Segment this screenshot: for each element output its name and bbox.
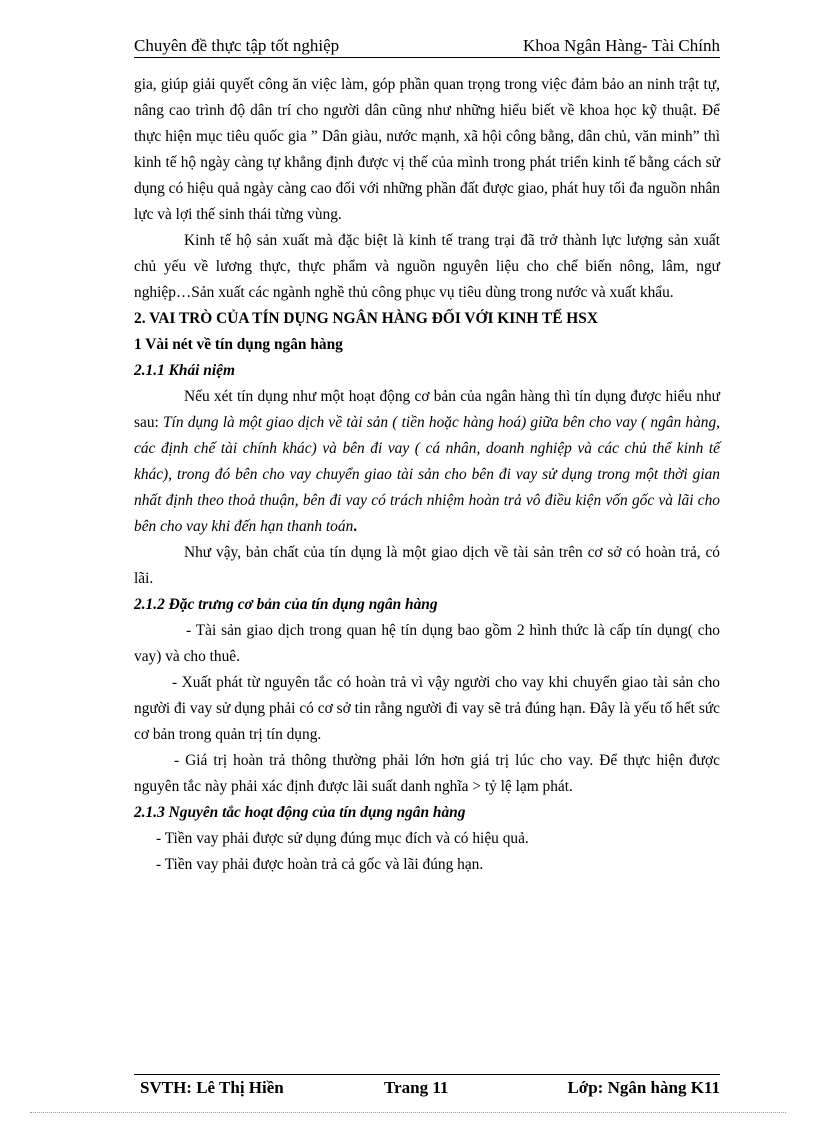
footer-page-number: Trang 11 — [384, 1078, 449, 1097]
characteristic-item-2: - Xuất phát từ nguyên tắc có hoàn trả vì vậy người cho vay khi chuyển giao tài sản cho người đi vay sử dụng phải có cơ sở tin rằng người đi vay sẽ trả đúng hạn. Đây là yếu tố hết sức cơ bản trong quản trị tín dụng. — [134, 674, 720, 743]
header-divider — [134, 57, 720, 58]
characteristic-item-3: - Giá trị hoàn trả thông thường phải lớn hơn giá trị lúc cho vay. Để thực hiện được nguyên tắc này phải xác định được lãi suất danh nghĩa > tỷ lệ lạm phát. — [134, 752, 720, 795]
subsection-heading-1: 1 Vài nét về tín dụng ngân hàng — [134, 336, 343, 353]
definition-lead: Nếu xét tín dụng như một hoạt động cơ bản của ngân hàng thì tín dụng được hiểu như sau: — [134, 388, 720, 431]
heading-2-1-1: 2.1.1 Khái niệm — [134, 362, 235, 379]
heading-2-1-2: 2.1.2 Đặc trưng cơ bản của tín dụng ngân hàng — [134, 596, 438, 613]
paragraph-essence: Như vậy, bản chất của tín dụng là một giao dịch về tài sản trên cơ sở có hoàn trả, có lãi. — [134, 544, 720, 587]
section-heading-2: 2. VAI TRÒ CỦA TÍN DỤNG NGÂN HÀNG ĐỐI VỚI KINH TẾ HSX — [134, 310, 598, 327]
paragraph-definition — [134, 384, 720, 540]
heading-2-1-3: 2.1.3 Nguyên tắc hoạt động của tín dụng ngân hàng — [134, 804, 466, 821]
page-header — [134, 34, 720, 56]
definition-end: . — [353, 518, 358, 535]
page-bottom-dotted-line — [30, 1112, 786, 1113]
definition-text: Tín dụng là một giao dịch về tài sản ( tiền hoặc hàng hoá) giữa bên cho vay ( ngân hàng, các định chế tài chính khác) và bên đi vay ( cá nhân, doanh nghiệp và các chủ thể kinh tế khác), trong đó bên cho vay chuyển giao tài sản cho bên đi vay sử dụng trong một thời gian nhất định theo thoả thuận, bên đi vay có trách nhiệm hoàn trả vô điều kiện vốn gốc và lãi cho bên cho vay khi đến hạn thanh toán — [134, 414, 721, 535]
paragraph-intro: gia, giúp giải quyết công ăn việc làm, góp phần quan trọng trong việc đảm bảo an ninh trật tự, nâng cao trình độ dân trí cho người dân cũng như những hiểu biết về khoa học kỹ thuật. Để thực hiện mục tiêu quốc gia ” Dân giàu, nước mạnh, xã hội công bằng, dân chủ, văn minh” thì kinh tế hộ ngày càng tự khẳng định được vị thế của mình trong phát triển kinh tế bằng cách sử dụng có hiệu quả ngày càng cao đối với những phần đất được giao, phát huy tối đa nguồn nhân lực và lợi thế sinh thái từng vùng. — [134, 76, 720, 223]
principle-item-2: - Tiền vay phải được hoàn trả cả gốc và lãi đúng hạn. — [156, 856, 484, 873]
header-department: Khoa Ngân Hàng- Tài Chính — [522, 36, 720, 55]
principle-item-1: - Tiền vay phải được sử dụng đúng mục đích và có hiệu quả. — [156, 830, 529, 847]
footer-class: Lớp: Ngân hàng K11 — [567, 1078, 720, 1097]
paragraph-household-economy: Kinh tế hộ sản xuất mà đặc biệt là kinh tế trang trại đã trở thành lực lượng sản xuất chủ yếu về lương thực, thực phẩm và nguồn nguyên liệu cho chế biến nông, lâm, ngư nghiệp…Sản xuất các ngành nghề thủ công phục vụ tiêu dùng trong nước và xuất khẩu. — [134, 232, 720, 301]
footer-student: SVTH: Lê Thị Hiền — [140, 1078, 284, 1097]
page-body — [134, 72, 720, 878]
footer-divider — [134, 1074, 720, 1075]
characteristic-item-1: - Tài sản giao dịch trong quan hệ tín dụng bao gồm 2 hình thức là cấp tín dụng( cho vay) và cho thuê. — [134, 622, 720, 665]
header-document-title: Chuyên đề thực tập tốt nghiệp — [134, 36, 340, 55]
